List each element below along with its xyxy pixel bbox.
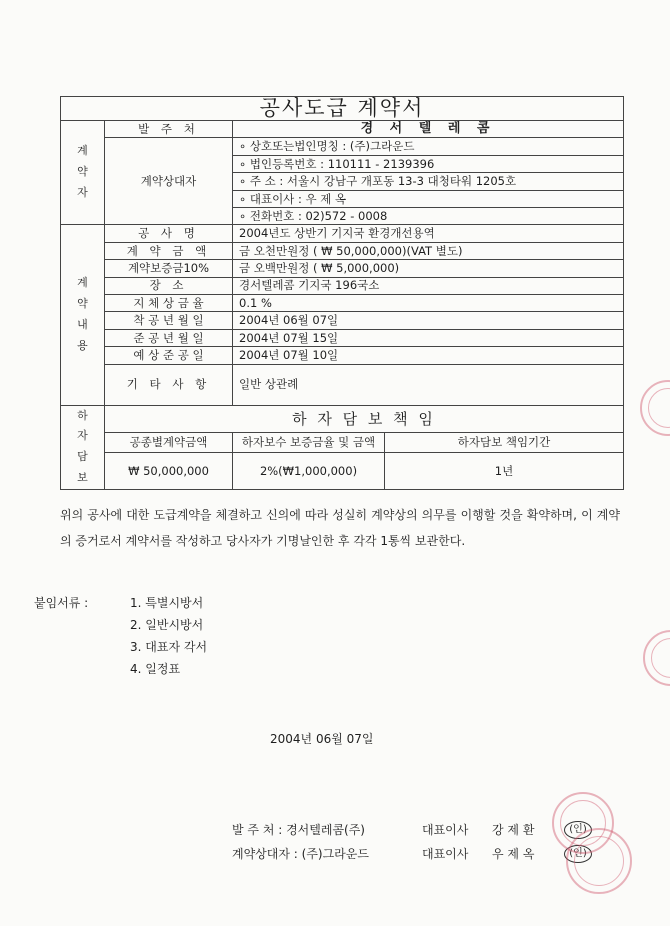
client-name: 경 서 텔 레 콤 [233, 121, 624, 138]
row-label-expected-date: 예 상 준 공 일 [105, 347, 233, 364]
row-label-delay-rate: 지 체 상 금 율 [105, 295, 233, 312]
row-value-start-date: 2004년 06월 07일 [233, 312, 624, 329]
warranty-section-label: 하 자 담 보 [61, 405, 105, 490]
attachment-item-3: 3. 대표자 각서 [130, 640, 208, 654]
signature-party: 발 주 처 : 경서텔레콤(주) [232, 823, 365, 837]
warranty-col2-header: 하자보수 보증금율 및 금액 [233, 433, 385, 453]
contract-table [60, 96, 624, 490]
red-seal-stamp [566, 828, 632, 894]
signature-title: 대표이사 [422, 823, 469, 837]
warranty-header: 하 자 담 보 책 임 [105, 405, 624, 433]
attachments [34, 592, 207, 680]
row-value-expected-date: 2004년 07월 10일 [233, 347, 624, 364]
contract-section-label: 계 약 내 용 [61, 225, 105, 405]
row-label-project: 공 사 명 [105, 225, 233, 242]
contractor-line-2: ∘ 법인등록번호 : 110111 - 2139396 [233, 155, 624, 172]
signature-client [232, 818, 592, 842]
contractor-line-3: ∘ 주 소 : 서울시 강남구 개포동 13-3 대청타워 1205호 [233, 173, 624, 190]
row-value-amount: 금 오천만원정 ( ₩ 50,000,000)(VAT 별도) [233, 242, 624, 259]
seal-mark: (인) [564, 821, 592, 839]
warranty-col1-header: 공종별계약금액 [105, 433, 233, 453]
red-seal-stamp [640, 380, 670, 436]
contract-statement: 위의 공사에 대한 도급계약을 체결하고 신의에 따라 성실히 계약상의 의무를 이행할 것을 확약하며, 이 계약의 증거로서 계약서를 작성하고 당사자가 기명날인한 후 각각 1통씩 보관한다. [60, 508, 620, 548]
warranty-rate: 2%(₩1,000,000) [233, 453, 385, 490]
warranty-amount: ₩ 50,000,000 [105, 453, 233, 490]
contract-date: 2004년 06월 07일 [270, 732, 374, 746]
row-value-deposit: 금 오백만원정 ( ₩ 5,000,000) [233, 260, 624, 277]
signature-name: 강 제 환 [492, 823, 535, 837]
attachment-item-4: 4. 일정표 [130, 662, 181, 676]
attachment-item-2: 2. 일반시방서 [130, 618, 204, 632]
contractor-line-5: ∘ 전화번호 : 02)572 - 0008 [233, 208, 624, 225]
row-value-project: 2004년도 상반기 기지국 환경개선용역 [233, 225, 624, 242]
document-title: 공사도급 계약서 [61, 97, 624, 121]
row-label-deposit: 계약보증금10% [105, 260, 233, 277]
warranty-col3-header: 하자담보 책임기간 [385, 433, 624, 453]
row-value-location: 경서텔레콤 기지국 196국소 [233, 277, 624, 294]
attachments-label: 붙임서류 : [34, 596, 89, 610]
signature-block [232, 818, 592, 866]
signature-title: 대표이사 [422, 847, 469, 861]
row-label-location: 장 소 [105, 277, 233, 294]
row-value-completion-date: 2004년 07월 15일 [233, 329, 624, 346]
client-label: 발 주 처 [105, 121, 233, 138]
contractor-line-4: ∘ 대표이사 : 우 제 옥 [233, 190, 624, 207]
signature-name: 우 제 옥 [492, 847, 535, 861]
row-label-other: 기 타 사 항 [105, 364, 233, 405]
row-label-start-date: 착 공 년 월 일 [105, 312, 233, 329]
red-seal-stamp [643, 630, 670, 686]
row-value-delay-rate: 0.1 % [233, 295, 624, 312]
signature-party: 계약상대자 : (주)그라운드 [232, 847, 369, 861]
row-value-other: 일반 상관례 [233, 364, 624, 405]
contractor-label: 계약상대자 [105, 138, 233, 225]
contractor-line-1: ∘ 상호또는법인명칭 : (주)그라운드 [233, 138, 624, 155]
row-label-amount: 계 약 금 액 [105, 242, 233, 259]
warranty-period: 1년 [385, 453, 624, 490]
signature-contractor [232, 842, 592, 866]
parties-section-label: 계 약 자 [61, 121, 105, 225]
seal-mark: (인) [564, 845, 592, 863]
attachment-item-1: 1. 특별시방서 [130, 596, 204, 610]
row-label-completion-date: 준 공 년 월 일 [105, 329, 233, 346]
